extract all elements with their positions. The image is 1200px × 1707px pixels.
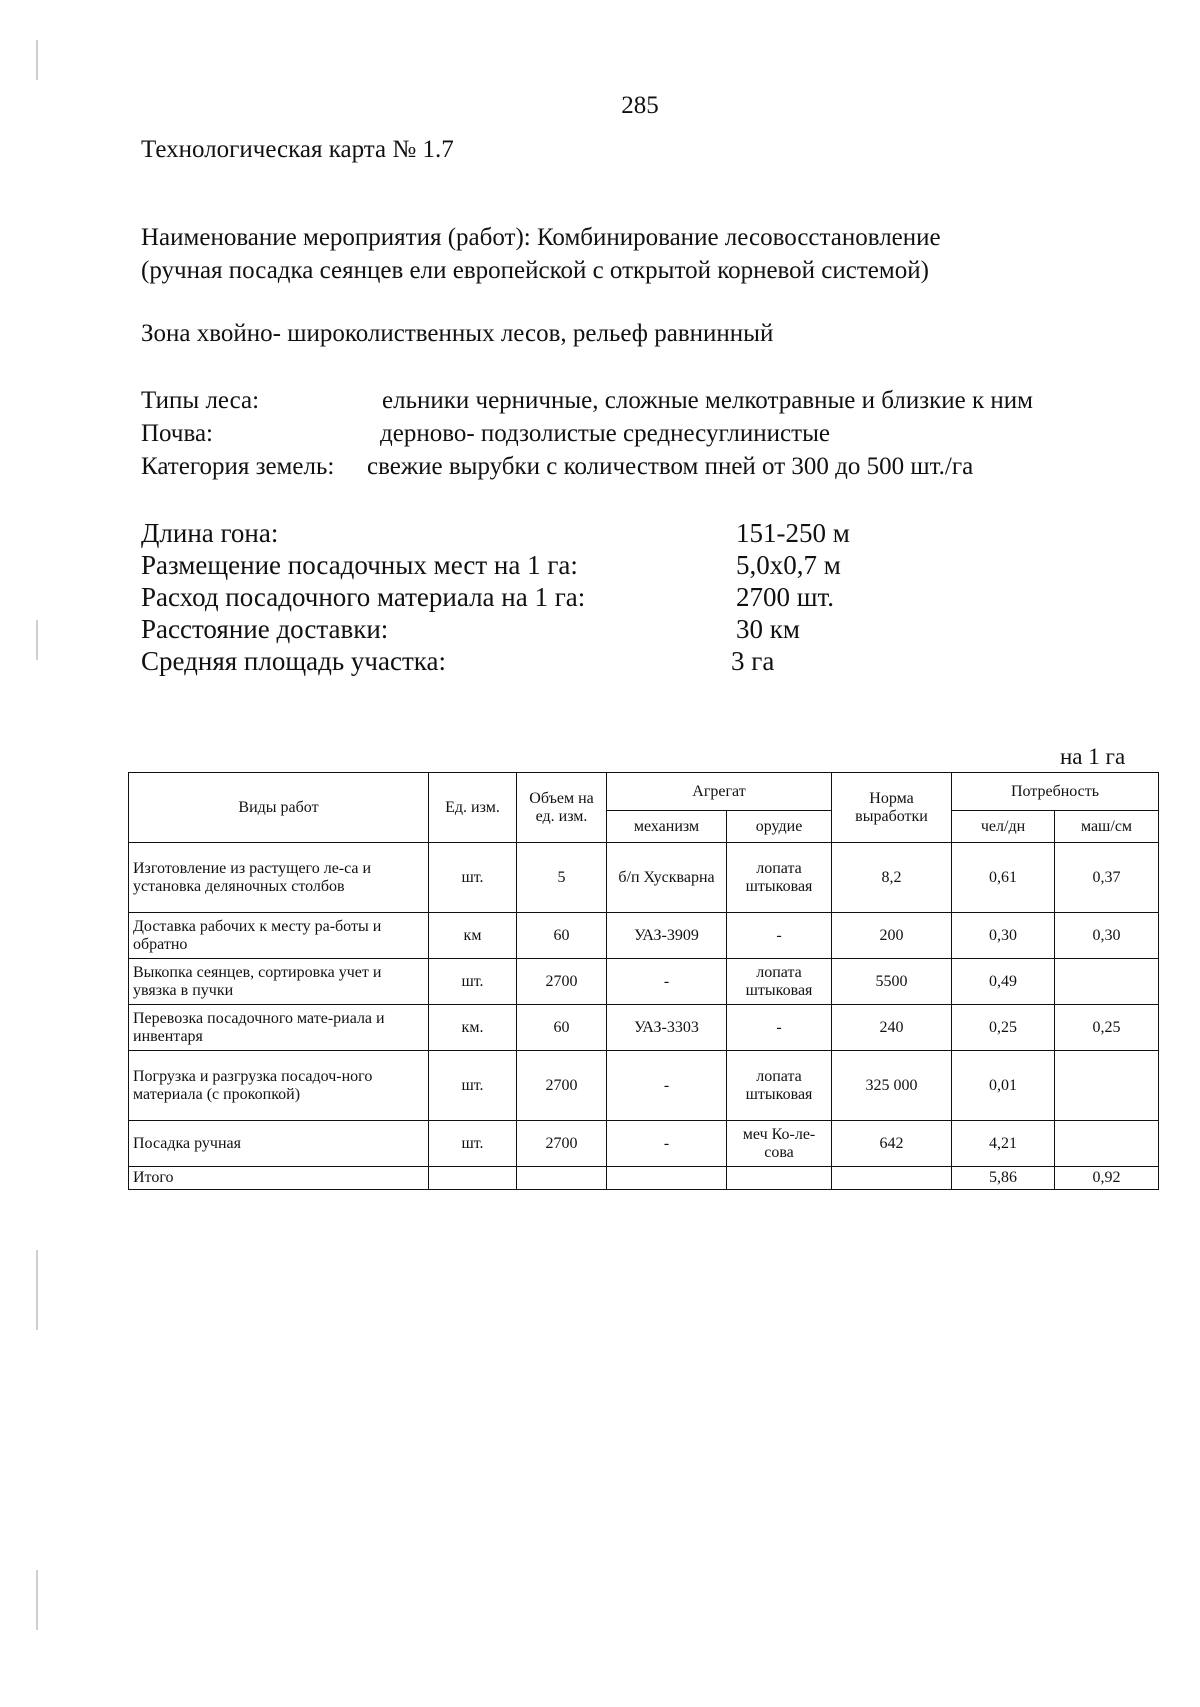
land-category-label: Категория земель: [141,453,335,480]
header-mechanism: механизм [607,811,727,843]
cell-machine-shifts: 0,25 [1055,1005,1159,1051]
table-row [129,843,1159,913]
total-machine-shifts: 0,92 [1055,1167,1159,1190]
param-label: Размещение посадочных мест на 1 га: [141,550,578,580]
cell-mechanism: - [607,959,727,1005]
land-category-value: свежие вырубки с количеством пней от 300 до 500 шт./га [367,453,974,480]
forest-zone: Зона хвойно- широколиственных лесов, рельеф равнинный [141,320,774,347]
activity-line-2: (ручная посадка сеянцев ели европейской с открытой корневой системой) [141,257,929,284]
table-row [129,1121,1159,1167]
cell-work: Погрузка и разгрузка посадоч-ного материала (с прокопкой) [129,1051,429,1121]
cell-norm: 200 [832,913,952,959]
cell-tool: лопата штыковая [727,1051,832,1121]
cell-man-days: 0,49 [952,959,1055,1005]
param-label: Длина гона: [141,518,279,548]
header-tool: орудие [727,811,832,843]
cell-unit: км [429,913,517,959]
cell-tool: меч Ко-ле-сова [727,1121,832,1167]
cell-work: Изготовление из растущего ле-са и установка деляночных столбов [129,843,429,913]
header-unit: Ед. изм. [429,773,517,843]
cell-unit: км. [429,1005,517,1051]
cell-norm: 642 [832,1121,952,1167]
header-need: Потребность [952,773,1159,811]
cell-man-days: 0,30 [952,913,1055,959]
cell-tool: лопата штыковая [727,959,832,1005]
table-row [129,959,1159,1005]
param-value: 3 га [731,646,775,676]
cell-unit: шт. [429,959,517,1005]
total-row [129,1167,1159,1190]
cell-norm: 240 [832,1005,952,1051]
cell-machine-shifts: 0,30 [1055,913,1159,959]
cell-norm: 8,2 [832,843,952,913]
page-number: 285 [621,92,659,119]
header-man-days: чел/дн [952,811,1055,843]
cell-machine-shifts [1055,959,1159,1005]
cell-empty [429,1167,517,1190]
cell-unit: шт. [429,1121,517,1167]
cell-man-days: 0,01 [952,1051,1055,1121]
cell-mechanism: б/п Хускварна [607,843,727,913]
scan-margin-mark [36,40,38,80]
scan-margin-mark [36,1570,38,1630]
cell-work: Выкопка сеянцев, сортировка учет и увязка в пучки [129,959,429,1005]
cell-norm: 325 000 [832,1051,952,1121]
cell-empty [727,1167,832,1190]
header-machine-shifts: маш/см [1055,811,1159,843]
cell-man-days: 0,25 [952,1005,1055,1051]
cell-empty [517,1167,607,1190]
cell-mechanism: - [607,1051,727,1121]
activity-name [141,221,1141,287]
header-norm: Норма выработки [832,773,952,843]
activity-line-1: Наименование мероприятия (работ): Комбинирование лесовосстановление [141,224,941,251]
cell-unit: шт. [429,1051,517,1121]
param-value: 151-250 м [736,518,850,548]
soil-label: Почва: [141,420,213,447]
cell-machine-shifts: 0,37 [1055,843,1159,913]
cell-empty [832,1167,952,1190]
cell-mechanism: - [607,1121,727,1167]
cell-empty [607,1167,727,1190]
cell-unit: шт. [429,843,517,913]
param-label: Расход посадочного материала на 1 га: [141,582,586,612]
param-value: 30 км [736,614,800,644]
cell-man-days: 0,61 [952,843,1055,913]
scan-margin-mark [36,1250,38,1330]
cell-volume: 60 [517,913,607,959]
table-row [129,913,1159,959]
cell-mechanism: УАЗ-3909 [607,913,727,959]
total-man-days: 5,86 [952,1167,1055,1190]
cell-volume: 2700 [517,1121,607,1167]
cell-volume: 2700 [517,1051,607,1121]
cell-machine-shifts [1055,1121,1159,1167]
cell-tool: - [727,1005,832,1051]
cell-work: Перевозка посадочного мате-риала и инвентаря [129,1005,429,1051]
header-aggregate: Агрегат [607,773,832,811]
total-label: Итого [129,1167,429,1190]
param-label: Средняя площадь участка: [141,646,446,676]
cell-volume: 2700 [517,959,607,1005]
table-row [129,1051,1159,1121]
cell-work: Доставка рабочих к месту ра-боты и обратно [129,913,429,959]
header-work-types: Виды работ [129,773,429,843]
cell-norm: 5500 [832,959,952,1005]
param-value: 2700 шт. [736,582,835,612]
soil-value: дерново- подзолистые среднесуглинистые [380,420,830,447]
cell-mechanism: УАЗ-3303 [607,1005,727,1051]
header-volume: Объем на ед. изм. [517,773,607,843]
param-label: Расстояние доставки: [141,614,389,644]
forest-types-value: ельники черничные, сложные мелкотравные и близкие к ним [382,387,1033,414]
cell-tool: - [727,913,832,959]
cell-volume: 5 [517,843,607,913]
table-row [129,1005,1159,1051]
card-title: Технологическая карта № 1.7 [141,136,454,163]
cell-man-days: 4,21 [952,1121,1055,1167]
forest-types-label: Типы леса: [141,387,260,414]
cell-work: Посадка ручная [129,1121,429,1167]
cell-tool: лопата штыковая [727,843,832,913]
works-table [128,772,1159,1190]
cell-volume: 60 [517,1005,607,1051]
param-value: 5,0х0,7 м [736,550,841,580]
unit-note: на 1 га [1060,744,1126,769]
cell-machine-shifts [1055,1051,1159,1121]
scan-margin-mark [36,620,38,660]
